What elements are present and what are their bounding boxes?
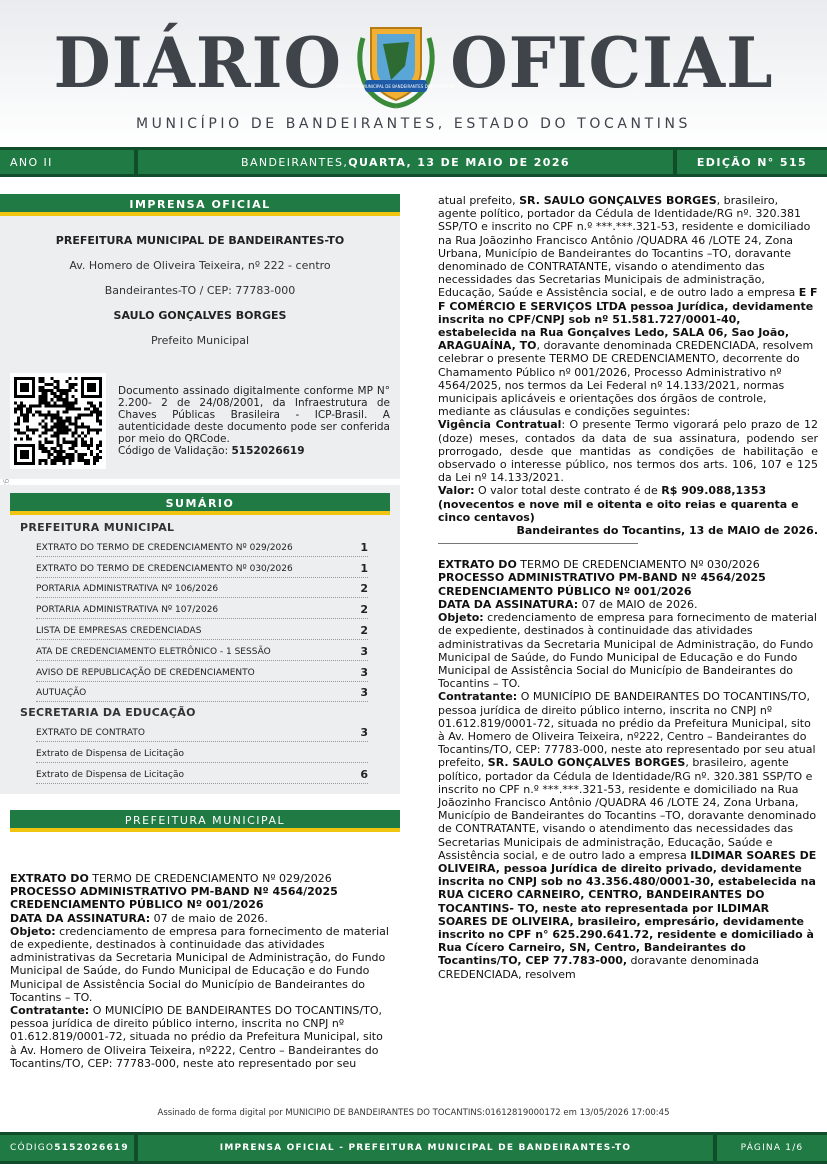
footer-code-value: 5152026619 xyxy=(54,1143,129,1153)
section-bar: PREFEITURA MUNICIPAL xyxy=(10,810,400,832)
title-right: OFICIAL xyxy=(450,22,774,104)
sumario-item[interactable] xyxy=(36,578,368,599)
text-run: , brasileiro, agente político, portador da Cédula de Identidade/RG nº. 320.381 SSP/TO e inscrito no CPF n.º ***.***.321-53, residente e domiciliado na Rua Joãozinho Francisco Antônio /QUADRA 46 /LOTE 24, Zona Urbana, Município de Bandeirantes do Tocantins –TO, doravante denominado de CONTRATANTE, visando o atendimento das necessidades das Secretarias Municipais de administração, Educação, Saúde e Assistência social, e de outro lado a empresa xyxy=(438,194,811,300)
sumario-item[interactable] xyxy=(36,721,368,742)
org-name: PREFEITURA MUNICIPAL DE BANDEIRANTES-TO xyxy=(55,234,345,247)
sumario-item-page: 3 xyxy=(360,665,368,679)
sumario-item-page: 1 xyxy=(360,561,368,575)
sumario-item[interactable] xyxy=(36,661,368,682)
sumario-list xyxy=(10,521,390,784)
date-value: 07 de maio de 2026. xyxy=(150,911,268,925)
footer-bar xyxy=(0,1132,827,1164)
sumario-item-label: Extrato de Dispensa de Licitação xyxy=(36,748,184,759)
sumario-item-label: EXTRATO DE CONTRATO xyxy=(36,728,145,739)
mayor-name-inline: SR. SAULO GONÇALVES BORGES xyxy=(487,756,686,770)
crest-icon xyxy=(336,18,456,108)
imprensa-header: IMPRENSA OFICIAL xyxy=(0,194,400,216)
sumario-item-label: ATA DE CREDENCIAMENTO ELETRÔNICO - 1 SESSÃO xyxy=(36,646,271,657)
org-address: Av. Homero de Oliveira Teixeira, nº 222 - centro xyxy=(69,259,331,272)
text-run: atual prefeito, xyxy=(438,194,520,207)
sumario-item-page: 2 xyxy=(360,603,368,617)
sumario-item-page: 3 xyxy=(360,644,368,658)
credenciamento-number: CREDENCIAMENTO PÚBLICO Nº 001/2026 xyxy=(438,584,692,598)
sumario-item-label: Extrato de Dispensa de Licitação xyxy=(36,769,184,780)
sumario-item[interactable] xyxy=(36,619,368,640)
digital-signature-line: Assinado de forma digital por MUNICIPIO DE BANDEIRANTES DO TOCANTINS:01612819000172 em 13/05/2026 17:00:45 xyxy=(157,1108,670,1118)
objeto-text: credenciamento de empresa para fornecimento de material de expediente, destinados à continuidade das atividades administrativas da Secretaria Municipal de Administração, do Fundo Municipal de Saúde, do Fundo Municipal de Educação e do Fundo Municipal de Assistência Social do Município de Bandeirantes do Tocantins – TO. xyxy=(438,611,817,691)
contratante-end: doravante denominada CREDENCIADA, resolvem xyxy=(438,954,759,981)
qr-code-graphic xyxy=(14,377,102,465)
process-number: PROCESSO ADMINISTRATIVO PM-BAND Nº 4564/2025 xyxy=(10,885,338,899)
sumario-item[interactable] xyxy=(36,763,368,784)
article2 xyxy=(438,558,818,981)
sumario-item[interactable] xyxy=(36,557,368,578)
masthead xyxy=(0,0,827,146)
vigencia-label: Vigência Contratual xyxy=(438,418,562,432)
sumario-item-label: AVISO DE REPUBLICAÇÃO DE CREDENCIAMENTO xyxy=(36,667,255,678)
edition-date xyxy=(138,150,673,174)
title-left: DIÁRIO xyxy=(53,22,343,104)
footer-center: IMPRENSA OFICIAL - PREFEITURA MUNICIPAL DE BANDEIRANTES-TO xyxy=(219,1143,632,1153)
date-value: 07 de MAIO de 2026. xyxy=(578,597,698,611)
article-label: EXTRATO DO xyxy=(10,872,89,885)
edition-place: BANDEIRANTES, xyxy=(241,155,349,169)
contratante-more: , brasileiro, agente político, portador da Cédula de Identidade/RG nº. 320.381 SSP/TO e inscrito no CPF n.º ***.***.321-53, residente e domiciliado na Rua Joãozinho Francisco Antônio /QUADRA 46 /LOTE 24, Zona Urbana, Município de Bandeirantes do Tocantins –TO, doravante denominado de CONTRATANTE, visando o atendimento das necessidades das Secretarias Municipais de administração, Educação, Saúde e Assistência social, e de outro lado a empresa xyxy=(438,756,817,862)
sumario-item-label: EXTRATO DO TERMO DE CREDENCIAMENTO Nº 029/2026 xyxy=(36,542,293,553)
sumario-item[interactable] xyxy=(36,536,368,557)
sumario-item[interactable] xyxy=(36,682,368,703)
vigencia-text: : O presente Termo vigorará pelo prazo de 12 (doze) meses, contados da data de sua assinatura, podendo ser prorrogado, desde que mantidas as condições de habilitação e observado o interesse público, nos termos dos arts. 106, 107 e 125 da Lei nº 14.133/2021. xyxy=(438,418,818,485)
page-number: PÁGINA 1/6 xyxy=(740,1143,804,1153)
valor-text: O valor total deste contrato é de xyxy=(474,484,662,498)
valor-amount: R$ 909.088,1353 (novecentos e nove mil e oitenta e oito reias e quarenta e cinco centavos) xyxy=(438,484,799,524)
edition-number: EDIÇÃO N° 515 xyxy=(696,155,808,169)
company-info: E F F COMÉRCIO E SERVIÇOS LTDA pessoa Jurídica, devidamente inscrita no CPF/CNPJ sob nº 51.581.727/0001-40, estabelecida na Rua Gonçalves Ledo, SALA 06, Sao João, ARAGUAÍNA, TO xyxy=(438,286,818,353)
text-run: , doravante denominada CREDENCIADA, resolvem celebrar o presente TERMO DE CREDENCIAMENTO, decorrente do Chamamento Público nº 001/2026, Processo Administrativo nº 4564/2025, nos termos da Lei Federal nº 14.133/2021, normas municipais aplicáveis e orientações dos órgãos de controle, mediante as cláusulas e condições seguintes: xyxy=(438,339,814,419)
date-label: DATA DA ASSINATURA: xyxy=(438,597,579,611)
sumario-item-label: PORTARIA ADMINISTRATIVA Nº 106/2026 xyxy=(36,584,219,595)
footer-code xyxy=(0,1135,134,1161)
article-title: TERMO DE CREDENCIAMENTO Nº 030/2026 xyxy=(516,558,760,572)
masthead-title xyxy=(0,18,827,108)
sumario-item[interactable] xyxy=(36,598,368,619)
objeto-label: Objeto: xyxy=(10,924,56,938)
vigencia-paragraph xyxy=(438,418,818,484)
right-column xyxy=(438,194,818,981)
article1-continuation xyxy=(438,194,818,418)
edition-info-bar xyxy=(0,147,827,177)
sumario-item-page: 6 xyxy=(360,767,368,781)
org-block xyxy=(0,216,400,365)
validation-row xyxy=(0,365,400,479)
signature-notice: Documento assinado digitalmente conforme MP N° 2.200- 2 de 24/08/2001, da Infraestrutura de Chaves Públicas Brasileira - ICP-Brasil. A autenticidade deste documento pode ser conferida por meio do QRCode. xyxy=(118,385,390,445)
validation-text xyxy=(118,385,390,457)
objeto-label: Objeto: xyxy=(438,611,484,625)
credenciamento-number: CREDENCIAMENTO PÚBLICO Nº 001/2026 xyxy=(10,898,264,912)
objeto-text: credenciamento de empresa para fornecimento de material de expediente, destinados à continuidade das atividades administrativas da Secretaria Municipal de Administração, do Fundo Municipal de Saúde, do Fundo Municipal de Educação e do Fundo Municipal de Assistência Social do Município de Bandeirantes do Tocantins – TO. xyxy=(10,924,389,1004)
contratante-text: O MUNICÍPIO DE BANDEIRANTES DO TOCANTINS/TO, pessoa jurídica de direito público interno, inscrita no CNPJ nº 01.612.819/0001-72, situada no prédio da Prefeitura Municipal, sito à Av. Homero de Oliveira Teixeira, nº222, Centro – Bandeirantes do Tocantins/TO, CEP: 77783-000, neste ato representado por seu xyxy=(10,1004,383,1070)
company-info: ILDIMAR SOARES DE OLIVEIRA, pessoa Jurídica de direito privado, devidamente inscrita no CNPJ sob no 43.356.480/0001-30, estabelecida na RUA CICERO CARNEIRO, CENTRO, BANDEIRANTES DO TOCANTINS- TO, neste ato representada por ILDIMAR SOARES DE OLIVEIRA, brasileiro, empresário, devidamente inscrito no CPF n° 625.290.641.72, residente e domiciliado à Rua Cícero Carneiro, SN, Centro, Bandeirantes do Tocantins/TO, CEP 77.783-000, xyxy=(438,848,817,968)
sumario-item-page: 3 xyxy=(360,686,368,700)
validation-label: Código de Validação: xyxy=(118,445,232,457)
contratante-label: Contratante: xyxy=(10,1004,90,1018)
sumario-item-page: 1 xyxy=(360,540,368,554)
process-number: PROCESSO ADMINISTRATIVO PM-BAND Nº 4564/2025 xyxy=(438,571,766,585)
left-column xyxy=(0,194,400,832)
mayor-role: Prefeito Municipal xyxy=(150,334,250,347)
crest-label: PREFEITURA MUNICIPAL DE BANDEIRANTES DO TOCANTINS xyxy=(336,84,456,89)
left-article xyxy=(10,872,390,1070)
mayor-name: SAULO GONÇALVES BORGES xyxy=(113,309,287,322)
article-label: EXTRATO DO xyxy=(438,558,517,572)
sumario-item-page: 2 xyxy=(360,582,368,596)
divider xyxy=(438,543,638,544)
sumario-section-title: PREFEITURA MUNICIPAL xyxy=(20,521,175,534)
valor-label: Valor: xyxy=(438,484,475,498)
sumario-item-label: EXTRATO DO TERMO DE CREDENCIAMENTO Nº 030/2026 xyxy=(36,563,293,574)
org-city: Bandeirantes-TO / CEP: 77783-000 xyxy=(104,284,296,297)
sumario-item[interactable] xyxy=(36,742,368,763)
date-label: DATA DA ASSINATURA: xyxy=(10,911,151,925)
sumario-item-label: PORTARIA ADMINISTRATIVA Nº 107/2026 xyxy=(36,605,219,616)
contratante-label: Contratante: xyxy=(438,690,518,704)
signature-date: Bandeirantes do Tocantins, 13 de MAIO de 2026. xyxy=(516,524,818,538)
qr-code[interactable] xyxy=(10,373,106,469)
edition-date-value: QUARTA, 13 DE MAIO DE 2026 xyxy=(348,155,570,169)
sumario-item-page: 3 xyxy=(360,726,368,740)
imprensa-panel xyxy=(0,194,400,479)
year-label: ANO II xyxy=(10,155,53,169)
sumario-item-page: 2 xyxy=(360,623,368,637)
sumario-section-title: SECRETARIA DA EDUCAÇÃO xyxy=(20,706,196,720)
sumario-header: SUMÁRIO xyxy=(10,493,390,515)
footer-code-label: CÓDIGO xyxy=(10,1143,55,1153)
sumario-item-label: LISTA DE EMPRESAS CREDENCIADAS xyxy=(36,625,202,636)
validation-code: 5152026619 xyxy=(231,445,305,457)
sumario-item[interactable] xyxy=(36,640,368,661)
article-title: TERMO DE CREDENCIAMENTO Nº 029/2026 xyxy=(88,872,332,885)
valor-paragraph xyxy=(438,484,818,524)
sumario-panel xyxy=(0,485,400,794)
masthead-subtitle: MUNICÍPIO DE BANDEIRANTES, ESTADO DO TOCANTINS xyxy=(135,116,692,132)
sumario-item-label: AUTUAÇÃO xyxy=(36,688,87,699)
contratante-text: O MUNICÍPIO DE BANDEIRANTES DO TOCANTINS/TO, pessoa jurídica de direito público interno, inscrita no CNPJ nº 01.612.819/0001-72, situada no prédio da Prefeitura Municipal, sito à Av. Homero de Oliveira Teixeira, nº222, Centro – Bandeirantes do Tocantins/TO, CEP: 77783-000, neste ato representado por seu atual prefeito, xyxy=(438,690,816,770)
mayor-name-inline: SR. SAULO GONÇALVES BORGES xyxy=(519,194,717,207)
